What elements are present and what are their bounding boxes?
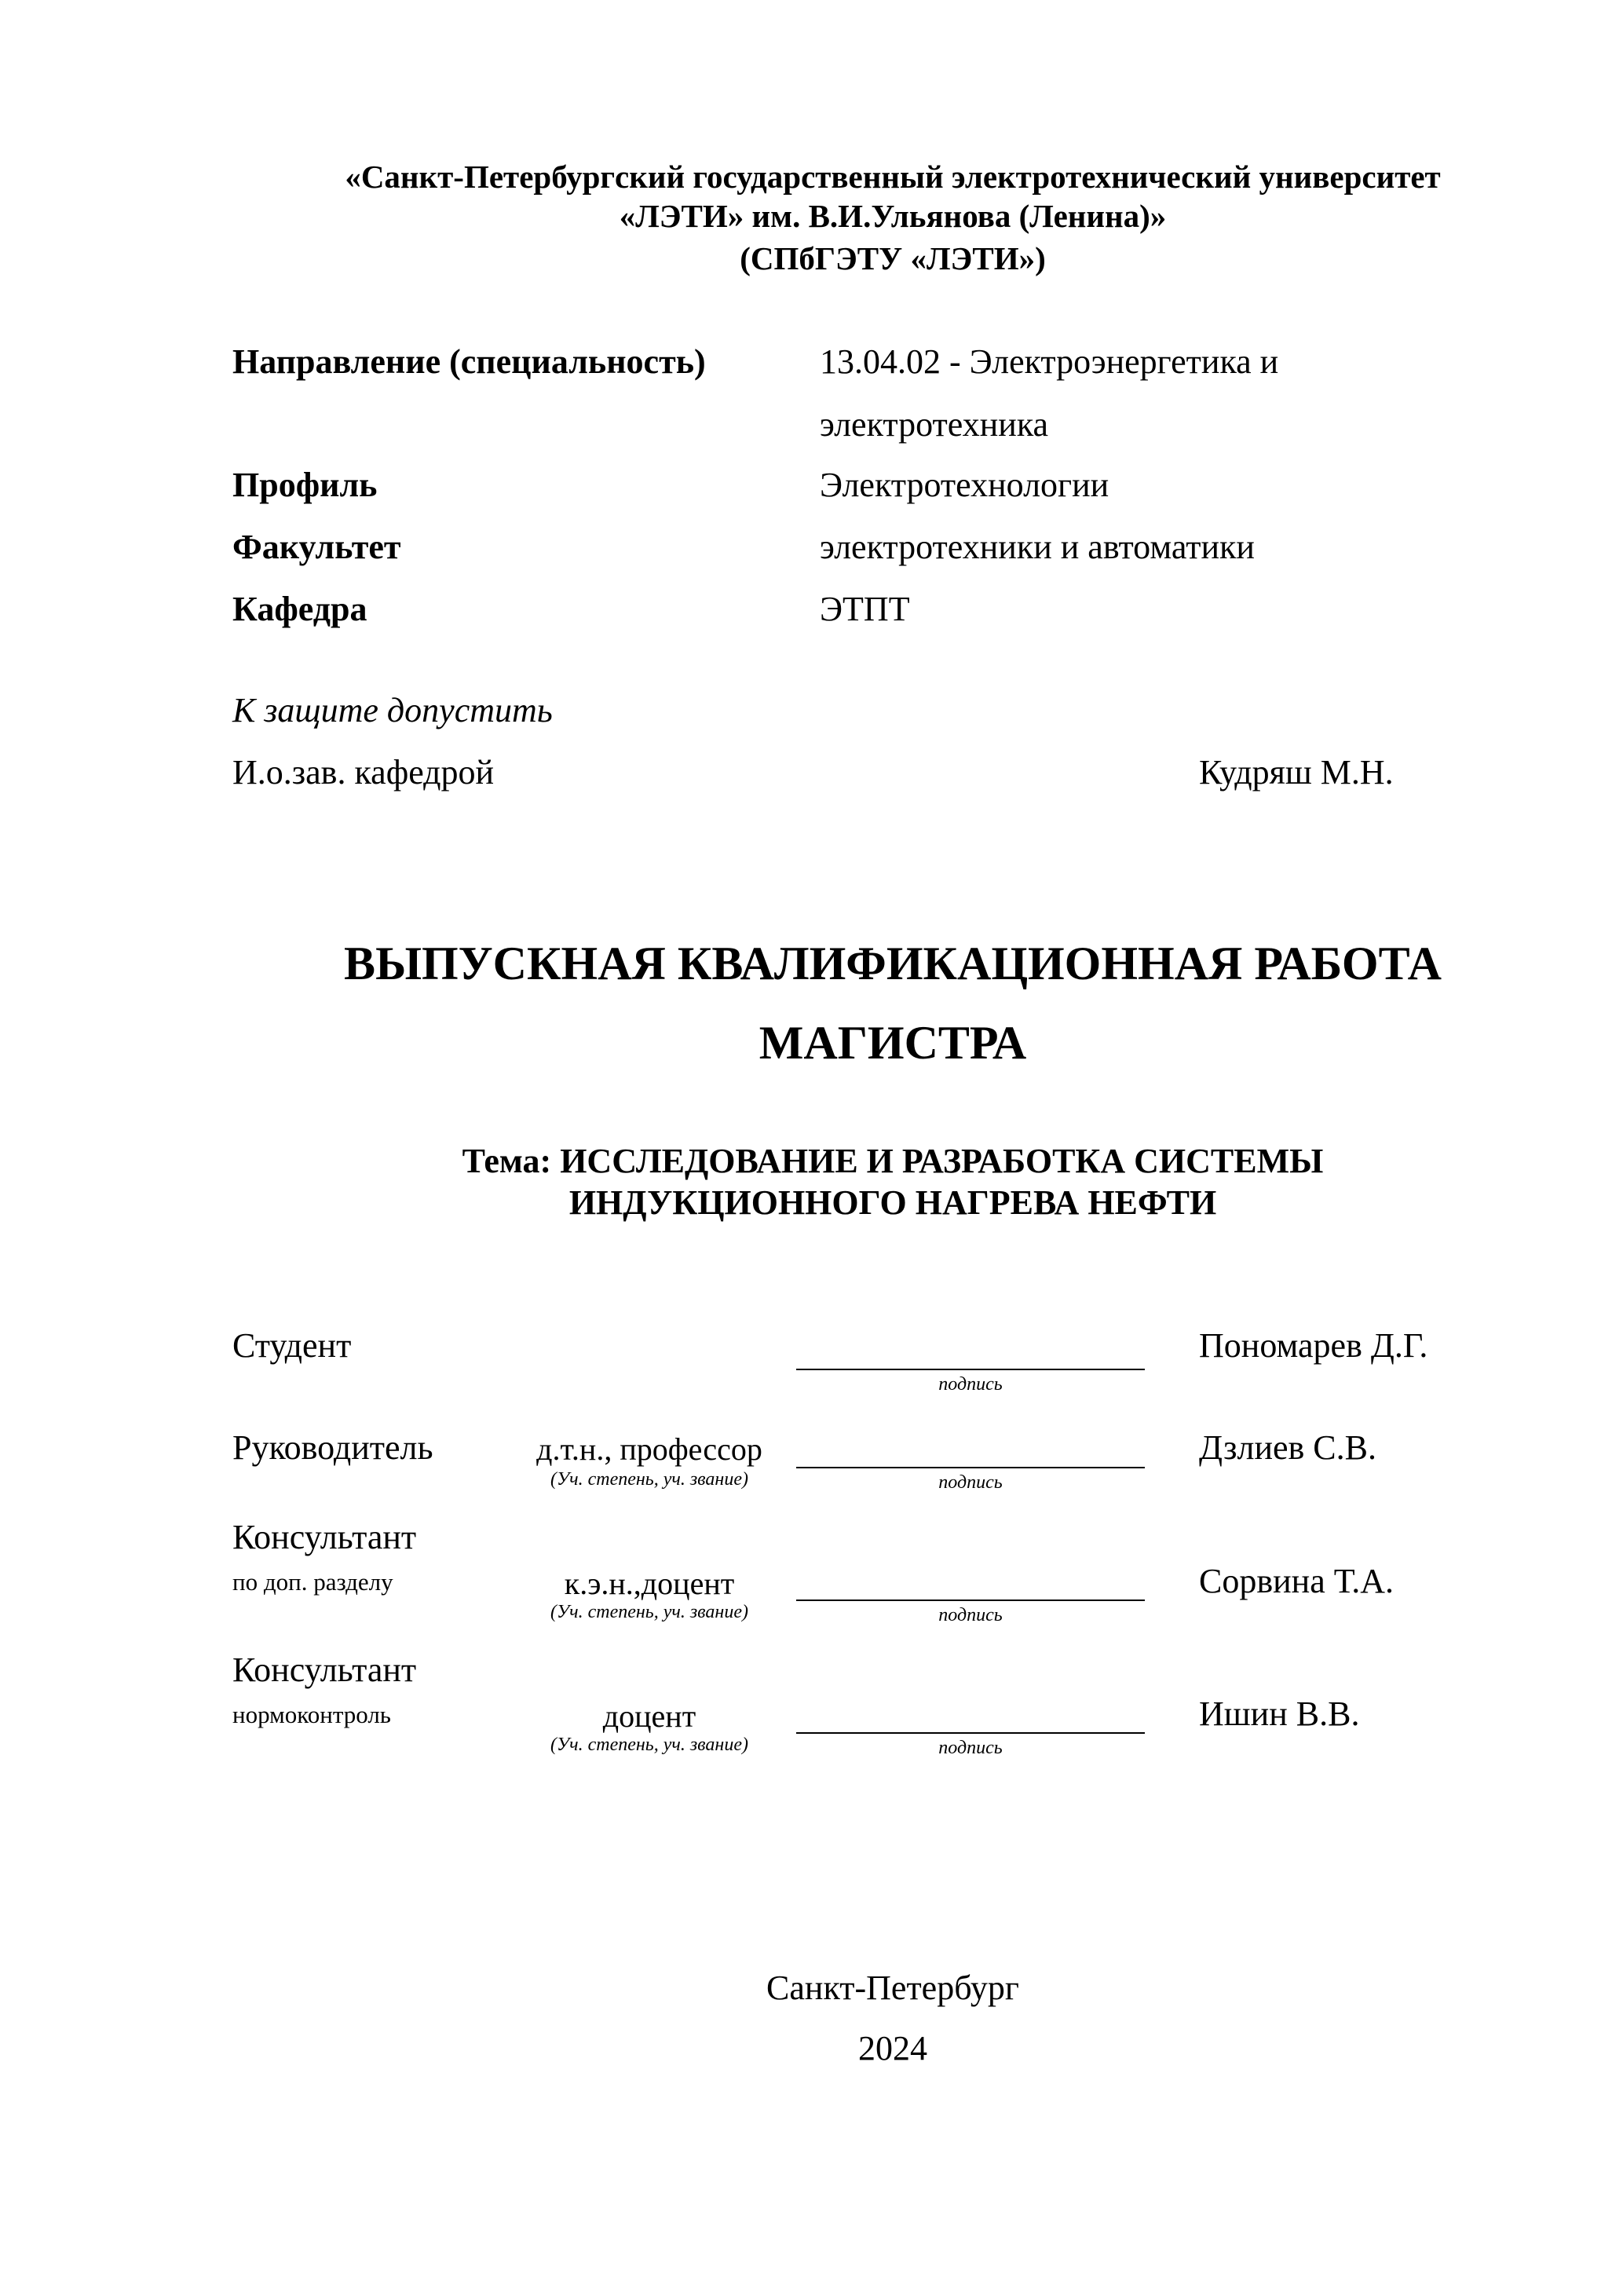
consultant1-sub: по доп. разделу xyxy=(232,1568,393,1596)
consultant2-sub: нормоконтроль xyxy=(232,1701,391,1728)
supervisor-signature-line xyxy=(796,1467,1145,1468)
title-line-2: МАГИСТРА xyxy=(758,1017,1027,1069)
supervisor-role: Руководитель xyxy=(232,1428,433,1467)
approval-heading: К защите допустить xyxy=(232,691,553,729)
degree-caption: (Уч. степень, уч. звание) xyxy=(550,1469,748,1490)
info-value-profile: Электротехнологии xyxy=(820,466,1109,504)
footer-city: Санкт-Петербург xyxy=(766,1969,1019,2007)
title-line-1: ВЫПУСКНАЯ КВАЛИФИКАЦИОННАЯ РАБОТА xyxy=(344,938,1442,989)
info-label-direction: Направление (специальность) xyxy=(232,342,706,381)
info-label-profile: Профиль xyxy=(232,466,378,504)
header-line-3: (СПбГЭТУ «ЛЭТИ») xyxy=(740,240,1046,276)
consultant2-signature-line xyxy=(796,1732,1145,1734)
consultant1-degree: к.э.н.,доцент xyxy=(564,1566,735,1601)
degree-caption: (Уч. степень, уч. звание) xyxy=(550,1602,748,1622)
topic-line-2: ИНДУКЦИОННОГО НАГРЕВА НЕФТИ xyxy=(568,1183,1217,1222)
info-label-faculty: Факультет xyxy=(232,528,401,566)
student-name: Пономарев Д.Г. xyxy=(1199,1326,1428,1365)
approval-name: Кудряш М.Н. xyxy=(1199,753,1394,792)
student-role: Студент xyxy=(232,1326,352,1365)
info-value-faculty: электротехники и автоматики xyxy=(820,528,1255,566)
header-line-2: «ЛЭТИ» им. В.И.Ульянова (Ленина)» xyxy=(619,198,1167,234)
footer-year: 2024 xyxy=(858,2029,927,2067)
supervisor-name: Дзлиев С.В. xyxy=(1199,1428,1376,1467)
header-line-1: «Санкт-Петербургский государственный электротехнический университет xyxy=(345,159,1441,195)
signature-caption: подпись xyxy=(938,1738,1003,1758)
approval-role: И.о.зав. кафедрой xyxy=(232,753,495,792)
student-signature-line xyxy=(796,1369,1145,1370)
consultant2-degree: доцент xyxy=(602,1698,696,1734)
info-label-department: Кафедра xyxy=(232,590,367,628)
degree-caption: (Уч. степень, уч. звание) xyxy=(550,1735,748,1755)
signature-caption: подпись xyxy=(938,1472,1003,1493)
consultant1-role: Консультант xyxy=(232,1518,417,1556)
info-value-direction: 13.04.02 - Электроэнергетика и xyxy=(820,342,1279,381)
supervisor-degree: д.т.н., профессор xyxy=(536,1431,762,1467)
signature-caption: подпись xyxy=(938,1374,1003,1395)
consultant1-signature-line xyxy=(796,1600,1145,1601)
info-value-department: ЭТПТ xyxy=(820,590,910,628)
consultant1-name: Сорвина Т.А. xyxy=(1199,1562,1394,1600)
topic-line-1: Тема: ИССЛЕДОВАНИЕ И РАЗРАБОТКА СИСТЕМЫ xyxy=(462,1142,1324,1180)
info-value-direction-cont: электротехника xyxy=(820,405,1049,444)
consultant2-name: Ишин В.В. xyxy=(1199,1695,1360,1733)
signature-caption: подпись xyxy=(938,1605,1003,1625)
consultant2-role: Консультант xyxy=(232,1651,417,1689)
